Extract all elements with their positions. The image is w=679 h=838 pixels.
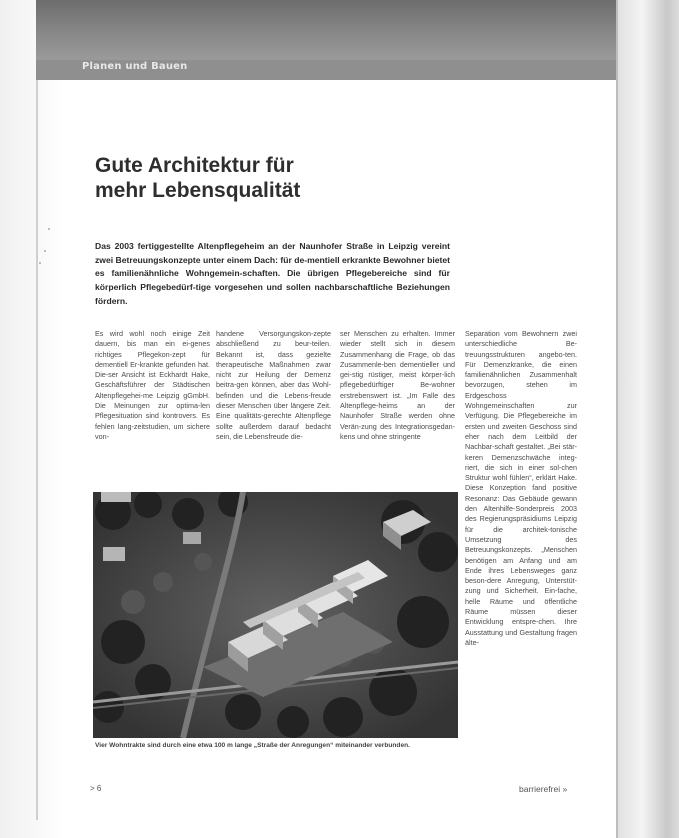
section-label: Planen und Bauen [82, 61, 188, 72]
aerial-photo [93, 492, 458, 738]
page-left-edge [36, 80, 38, 820]
body-column-1: Es wird wohl noch einige Zeit dauern, bis man ein ei-genes richtiges Pflegekon-zept für dementiell Er-krankte gefunden hat. Die-ser Ansicht ist Eckhardt Hake, Geschäftsführer der Städtischen Altenpflegehei-me Leipzig gGmbH. Die Meinungen zur optima-len Pflegesituation sind kontrovers. Es fehlen lang-zeitstudien, um sichere von- [95, 329, 210, 441]
scan-margin-right [618, 0, 679, 838]
title-line-1: Gute Architektur für [95, 154, 294, 177]
scan-margin-left [0, 0, 62, 838]
article-lead: Das 2003 fertiggestellte Altenpflegeheim an der Naunhofer Straße in Leipzig vereint zwei Betreuungskonzepte unter einem Dach: für de-mentiell erkrankte Bewohner bietet es familienähnliche Wohngemein-schaften. Die übrigen Pflegebereiche sind für körperlich Pflegebedürf-tige vorgesehen und sollen nachbarschaftliche Beziehungen fördern. [95, 241, 450, 306]
article-title [95, 153, 515, 203]
page-top-shading [36, 0, 618, 60]
scan-speck [48, 228, 50, 230]
magazine-brand: barrierefrei » [519, 784, 568, 794]
body-column-3: ser Menschen zu erhalten. Immer wieder stellt sich in diesem Zusammenhang die Frage, ob das Zusammenle-ben dementieller und gei-stig rüstiger, meist körper-lich pflegebedürftiger Be-wohner erstrebenswert ist. „Im Falle des Altenpflege-heims an der Naunhofer Straße werden ohne Verän-zung des Integrationsgedan-kens und ohne stringente [340, 329, 455, 441]
body-column-4: Separation vom Bewohnern zwei unterschiedliche Be-treuungsstrukturen angebo-ten. Für Demenzkranke, die einen familienähnlichen Zusammenhalt bevorzugen, stehen im Erdgeschoss Wohngemeinschaften zur Verfügung. Die Pflegebereiche im ersten und zweiten Geschoss sind eher nach dem Leitbild der Nachbar-schaft gestaltet. „Bei stär-keren Demenzschwäche integ-riert, die sich in einer sol-chen Struktur wohl fühlen“, erklärt Hake. Diese Konzeption fand positive Resonanz: Das Gebäude gewann den Altenhilfe-Sonderpreis 2003 des Regierungspräsidiums Leipzig für die architek-tonische Umsetzung des Betreuungskonzepts. „Menschen benötigen am Anfang und am Ende ihres Lebensweges ganz beson-dere Anregung, Unterstüt-zung und Sicherheit. Ein-fache, helle Räume und öffentliche Räume müssen dieser Entwicklung entspre-chen. Ihre Ausstattung und Gestaltung fragen älte- [465, 329, 577, 647]
scan-speck [39, 262, 41, 264]
photo-caption: Vier Wohntrakte sind durch eine etwa 100 m lange „Straße der Anregungen“ miteinander verbunden. [95, 742, 410, 749]
aerial-photo-illustration [93, 492, 458, 738]
body-column-2: handene Versorgungskon-zepte abschließend zu beur-teilen. Bekannt ist, dass gezielte therapeutische Maßnahmen zwar nicht zur Heilung der Demenz beitra-gen können, aber das Wohl-befinden und die Lebens-freude dieser Menschen über längere Zeit. Eine qualitäts-gerechte Altenpflege sollte außerdem darauf bedacht sein, die Lebensfreude die- [216, 329, 331, 441]
scan-speck [44, 250, 46, 252]
title-line-2: mehr Lebensqualität [95, 179, 301, 202]
page-right-edge [616, 0, 618, 838]
page-number: > 6 [90, 784, 102, 793]
